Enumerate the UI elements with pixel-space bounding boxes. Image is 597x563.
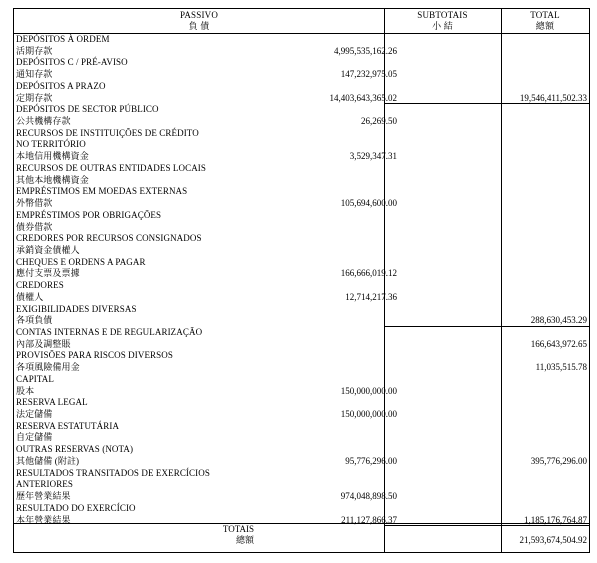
balance-sheet-liabilities-table [13,8,590,553]
row-subtotal-value: 4,995,535,162.26 [334,45,397,56]
row-subtotal-value: 974,048,898.50 [340,491,397,502]
row-label-pt: CREDORES POR RECURSOS CONSIGNADOS [16,233,202,244]
row-subtotal-value: 166,666,019.12 [340,268,397,279]
row-label-cn: 法定儲備 [16,409,53,420]
row-label-pt: EMPRÉSTIMOS EM MOEDAS EXTERNAS [16,186,188,197]
row-subtotal-value: 150,000,000.00 [340,409,397,420]
header-subtotais-cn: 小 結 [432,21,453,31]
row-label-pt: DEPÓSITOS A PRAZO [16,80,106,91]
row-subtotal-value: 105,694,600.00 [340,198,397,209]
row-label-cn: 公共機構存款 [16,116,71,127]
row-subtotal-value: 12,714,217.36 [345,291,397,302]
row-subtotal-value: 147,232,975.05 [340,69,397,80]
row-label-pt: EXIGIBILIDADES DIVERSAS [16,303,137,314]
row-label-pt: ANTERIORES [16,479,73,490]
header-total-cn: 總額 [535,21,555,31]
row-label-cn: 本地信用機構資金 [16,151,89,162]
row-total-value: 395,776,296.00 [530,455,587,466]
header-passivo-cn: 負 債 [188,21,210,31]
row-label-cn: 應付支票及票據 [16,268,80,279]
totals-value: 21,593,674,504.92 [519,535,587,545]
header-passivo: PASSIVO [179,10,219,20]
row-subtotal-value: 14,403,643,365.02 [329,92,397,103]
row-subtotal-value: 3,529,347.31 [349,151,397,162]
row-label-pt: CHEQUES E ORDENS A PAGAR [16,256,146,267]
row-total-value: 288,630,453.29 [530,315,587,326]
row-label-pt: RESERVA ESTATUTÁRIA [16,420,120,431]
row-label-pt: EMPRÉSTIMOS POR OBRIGAÇÕES [16,209,162,220]
row-label-pt: CREDORES [16,280,64,291]
row-label-cn: 活期存款 [16,45,53,56]
row-label-cn: 歷年營業結果 [16,491,71,502]
totals-label: TOTAIS [222,524,254,534]
row-subtotal-value: 211,127,866.37 [341,514,397,525]
section-rule [384,525,589,526]
row-total-value: 1,185,176,764.87 [524,514,587,525]
row-label-pt: RECURSOS DE OUTRAS ENTIDADES LOCAIS [16,162,207,173]
row-total-value: 19,546,411,502.33 [519,92,587,103]
row-label-pt: OUTRAS RESERVAS (NOTA) [16,444,134,455]
row-total-value: 166,643,972.65 [530,338,587,349]
row-label-cn: 自定儲備 [16,432,53,443]
column-divider-total [501,9,502,552]
row-label-cn: 通知存款 [16,69,53,80]
header-total: TOTAL [530,10,560,20]
row-label-pt: RESULTADO DO EXERCÍCIO [16,502,136,513]
row-subtotal-value: 150,000,000.00 [340,385,397,396]
section-rule [384,326,589,327]
row-label-pt: RESULTADOS TRANSITADOS DE EXERCÍCIOS [16,467,210,478]
row-label-pt: RESERVA LEGAL [16,397,88,408]
row-label-cn: 承銷資金債權人 [16,244,80,255]
row-label-cn: 債權人 [16,291,44,302]
totals-rule [14,523,589,524]
row-label-pt: CAPITAL [16,373,54,384]
row-total-value: 11,035,515.78 [535,362,587,373]
row-subtotal-value: 95,776,296.00 [345,455,397,466]
row-label-cn: 定期存款 [16,92,53,103]
row-label-cn: 各項風險備用金 [16,362,80,373]
row-label-cn: 內部及調整賬 [16,338,71,349]
section-rule [384,103,589,104]
row-label-cn: 各項負債 [16,315,53,326]
row-label-pt: NO TERRITÓRIO [16,139,86,150]
row-label-cn: 其他本地機構資金 [16,174,89,185]
row-subtotal-value: 26,269.50 [361,116,397,127]
row-label-pt: PROVISÕES PARA RISCOS DIVERSOS [16,350,173,361]
row-label-pt: DEPÓSITOS C / PRÉ-AVISO [16,57,128,68]
row-label-cn: 外幣借款 [16,198,53,209]
header-subtotais: SUBTOTAIS [417,10,468,20]
row-label-pt: DEPÓSITOS DE SECTOR PÚBLICO [16,104,159,115]
row-label-cn: 本年營業結果 [16,514,71,525]
row-label-pt: CONTAS INTERNAS E DE REGULARIZAÇÃO [16,327,203,337]
row-label-pt: RECURSOS DE INSTITUIÇÕES DE CRÉDITO [16,127,199,138]
row-label-pt: DEPÓSITOS À ORDEM [16,34,110,44]
row-label-cn: 股本 [16,385,35,396]
row-label-cn: 其他儲備 (附註) [16,455,80,466]
row-label-cn: 債券借款 [16,221,53,232]
column-divider-subtotals [384,9,385,552]
totals-label-cn: 總額 [235,535,254,545]
